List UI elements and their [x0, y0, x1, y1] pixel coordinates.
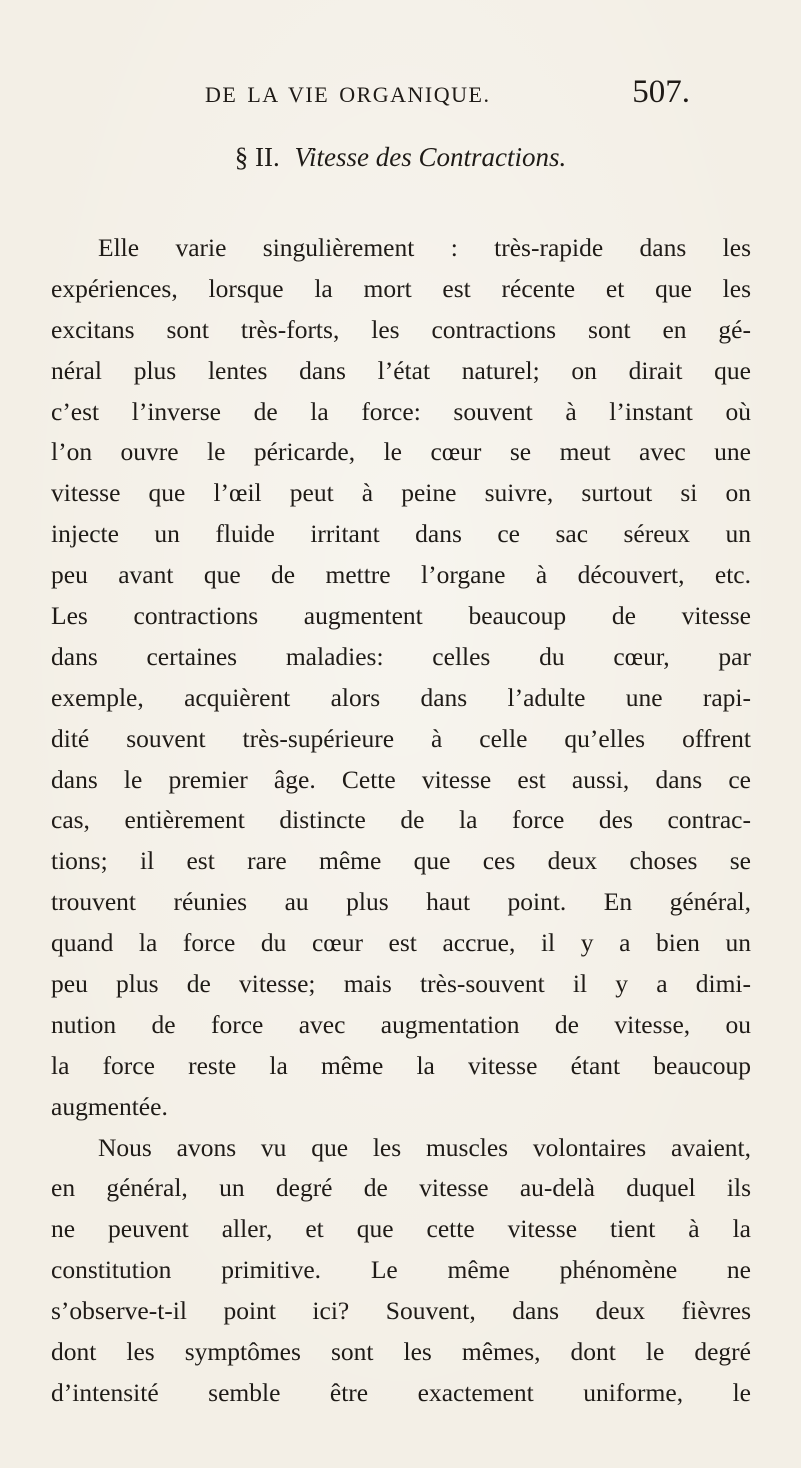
- text-line: en général, un degré de vitesse au-delà duquel ils: [51, 1173, 751, 1203]
- section-number: § II.: [234, 142, 280, 172]
- page-number: 507.: [632, 74, 690, 110]
- text-line: quand la force du cœur est accrue, il y a bien un: [51, 928, 751, 958]
- text-line: trouvent réunies au plus haut point. En général,: [51, 887, 751, 917]
- text-line: peu avant que de mettre l’organe à découvert, etc.: [51, 560, 751, 590]
- running-head: [205, 74, 690, 114]
- text-line: excitans sont très-forts, les contractions sont en gé-: [51, 314, 751, 344]
- text-line: tions; il est rare même que ces deux choses se: [51, 846, 751, 876]
- text-line: dans le premier âge. Cette vitesse est aussi, dans ce: [51, 764, 751, 794]
- text-line: c’est l’inverse de la force: souvent à l’instant où: [51, 396, 751, 426]
- text-line: néral plus lentes dans l’état naturel; on dirait que: [51, 355, 751, 385]
- text-line: Elle varie singulièrement : très-rapide dans les: [98, 233, 751, 262]
- text-line: dité souvent très-supérieure à celle qu’elles offrent: [51, 723, 751, 753]
- body-text: [51, 228, 751, 1414]
- text-line: l’on ouvre le péricarde, le cœur se meut avec une: [51, 437, 751, 467]
- text-line: s’observe-t-il point ici? Souvent, dans deux fièvres: [51, 1296, 751, 1326]
- text-line: cas, entièrement distincte de la force des contrac-: [51, 805, 751, 835]
- running-title: DE LA VIE ORGANIQUE.: [205, 82, 491, 107]
- text-line: dont les symptômes sont les mêmes, dont le degré: [51, 1337, 751, 1367]
- text-line: constitution primitive. Le même phénomène ne: [51, 1255, 751, 1285]
- text-line: Les contractions augmentent beaucoup de vitesse: [51, 601, 751, 631]
- text-line: d’intensité semble être exactement uniforme, le: [51, 1377, 751, 1407]
- text-line: injecte un fluide irritant dans ce sac séreux un: [51, 519, 751, 549]
- section-title: Vitesse des Contractions.: [294, 142, 567, 172]
- text-line: peu plus de vitesse; mais très-souvent il y a dimi-: [51, 969, 751, 999]
- text-line: augmentée.: [51, 1091, 168, 1121]
- text-line: expériences, lorsque la mort est récente et que les: [51, 273, 751, 303]
- text-line: dans certaines maladies: celles du cœur, par: [51, 641, 751, 671]
- text-line: Nous avons vu que les muscles volontaires avaient,: [98, 1132, 751, 1162]
- text-line: nution de force avec augmentation de vitesse, ou: [51, 1009, 751, 1039]
- section-heading: [0, 142, 801, 173]
- text-line: vitesse que l’œil peut à peine suivre, surtout si on: [51, 478, 751, 508]
- text-line: exemple, acquièrent alors dans l’adulte une rapi-: [51, 682, 751, 712]
- text-line: ne peuvent aller, et que cette vitesse tient à la: [51, 1214, 751, 1244]
- text-line: la force reste la même la vitesse étant beaucoup: [51, 1050, 751, 1080]
